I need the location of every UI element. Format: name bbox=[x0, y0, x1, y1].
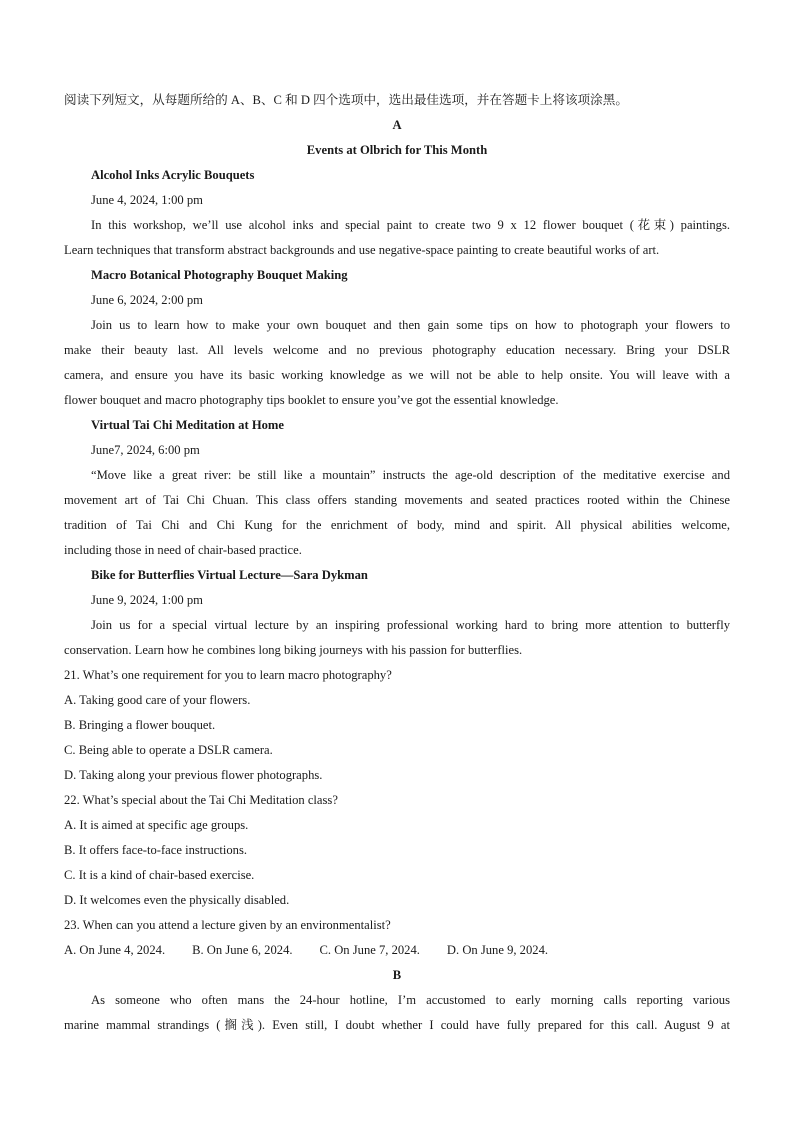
answer-options-row bbox=[64, 938, 730, 963]
answer-option[interactable]: B. Bringing a flower bouquet. bbox=[64, 718, 216, 732]
event-text-line: In this workshop, we’ll use alcohol inks and special paint to create two 9 x 12 flower bouquet (花束) paintings. bbox=[91, 218, 730, 232]
event-text-line: Learn techniques that transform abstract backgrounds and use negative-space painting to create beautiful works of art. bbox=[64, 243, 660, 257]
answer-option[interactable]: C. On June 7, 2024. bbox=[319, 943, 420, 957]
event-name: Macro Botanical Photography Bouquet Making bbox=[91, 268, 348, 282]
section-a-title: Events at Olbrich for This Month bbox=[306, 143, 488, 157]
section-a-label: A bbox=[392, 118, 402, 132]
event-text-line: movement art of Tai Chi Chuan. This class offers standing movements and seated practices rooted within the Chinese bbox=[64, 493, 730, 507]
event-date: June 6, 2024, 2:00 pm bbox=[91, 293, 203, 307]
answer-option[interactable]: B. On June 6, 2024. bbox=[192, 943, 293, 957]
question-stem: 22. What’s special about the Tai Chi Meditation class? bbox=[64, 793, 338, 807]
event-text-line: Join us to learn how to make your own bouquet and then gain some tips on how to photograph your flowers to bbox=[91, 318, 730, 332]
event-text-line: camera, and ensure you have its basic working knowledge as we will not be able to help onsite. You will leave with a bbox=[64, 368, 730, 382]
section-b-label: B bbox=[392, 968, 402, 982]
event-name: Bike for Butterflies Virtual Lecture—Sara Dykman bbox=[91, 568, 368, 582]
event-text-line: tradition of Tai Chi and Chi Kung for the enrichment of body, mind and spirit. All physical abilities welcome, bbox=[64, 518, 730, 532]
event-text-line: Join us for a special virtual lecture by an inspiring professional working hard to bring more attention to butterfly bbox=[91, 618, 730, 632]
question-stem: 21. What’s one requirement for you to learn macro photography? bbox=[64, 668, 392, 682]
question-stem: 23. When can you attend a lecture given by an environmentalist? bbox=[64, 918, 391, 932]
answer-option[interactable]: D. On June 9, 2024. bbox=[446, 943, 549, 957]
answer-option[interactable]: C. Being able to operate a DSLR camera. bbox=[64, 743, 273, 757]
answer-option[interactable]: B. It offers face-to-face instructions. bbox=[64, 843, 248, 857]
answer-option[interactable]: D. It welcomes even the physically disabled. bbox=[64, 893, 290, 907]
passage-line: marine mammal strandings (搁浅). Even still, I doubt whether I could have fully prepared for this call. August 9 at bbox=[64, 1018, 730, 1032]
event-text-line: conservation. Learn how he combines long biking journeys with his passion for butterflies. bbox=[64, 643, 523, 657]
answer-option[interactable]: D. Taking along your previous flower photographs. bbox=[64, 768, 323, 782]
event-date: June 4, 2024, 1:00 pm bbox=[91, 193, 203, 207]
event-date: June 9, 2024, 1:00 pm bbox=[91, 593, 203, 607]
instruction: 阅读下列短文，从每题所给的 A、B、C 和 D 四个选项中，选出最佳选项，并在答题卡上将该项涂黑。 bbox=[64, 93, 628, 107]
answer-option[interactable]: A. On June 4, 2024. bbox=[64, 943, 166, 957]
answer-option[interactable]: A. It is aimed at specific age groups. bbox=[64, 818, 249, 832]
event-name: Alcohol Inks Acrylic Bouquets bbox=[91, 168, 255, 182]
event-name: Virtual Tai Chi Meditation at Home bbox=[91, 418, 284, 432]
answer-option[interactable]: C. It is a kind of chair-based exercise. bbox=[64, 868, 255, 882]
event-text-line: flower bouquet and macro photography tips booklet to ensure you’ve got the essential knowledge. bbox=[64, 393, 559, 407]
event-date: June7, 2024, 6:00 pm bbox=[91, 443, 200, 457]
passage-line: As someone who often mans the 24-hour hotline, I’m accustomed to early morning calls reporting various bbox=[91, 993, 730, 1007]
event-text-line: make their beauty last. All levels welcome and no previous photography education necessary. Bring your DSLR bbox=[64, 343, 730, 357]
document-page bbox=[64, 88, 730, 1038]
answer-option[interactable]: A. Taking good care of your flowers. bbox=[64, 693, 251, 707]
event-text-line: “Move like a great river: be still like a mountain” instructs the age-old description of the meditative exercise and bbox=[91, 468, 730, 482]
event-text-line: including those in need of chair-based practice. bbox=[64, 543, 302, 557]
